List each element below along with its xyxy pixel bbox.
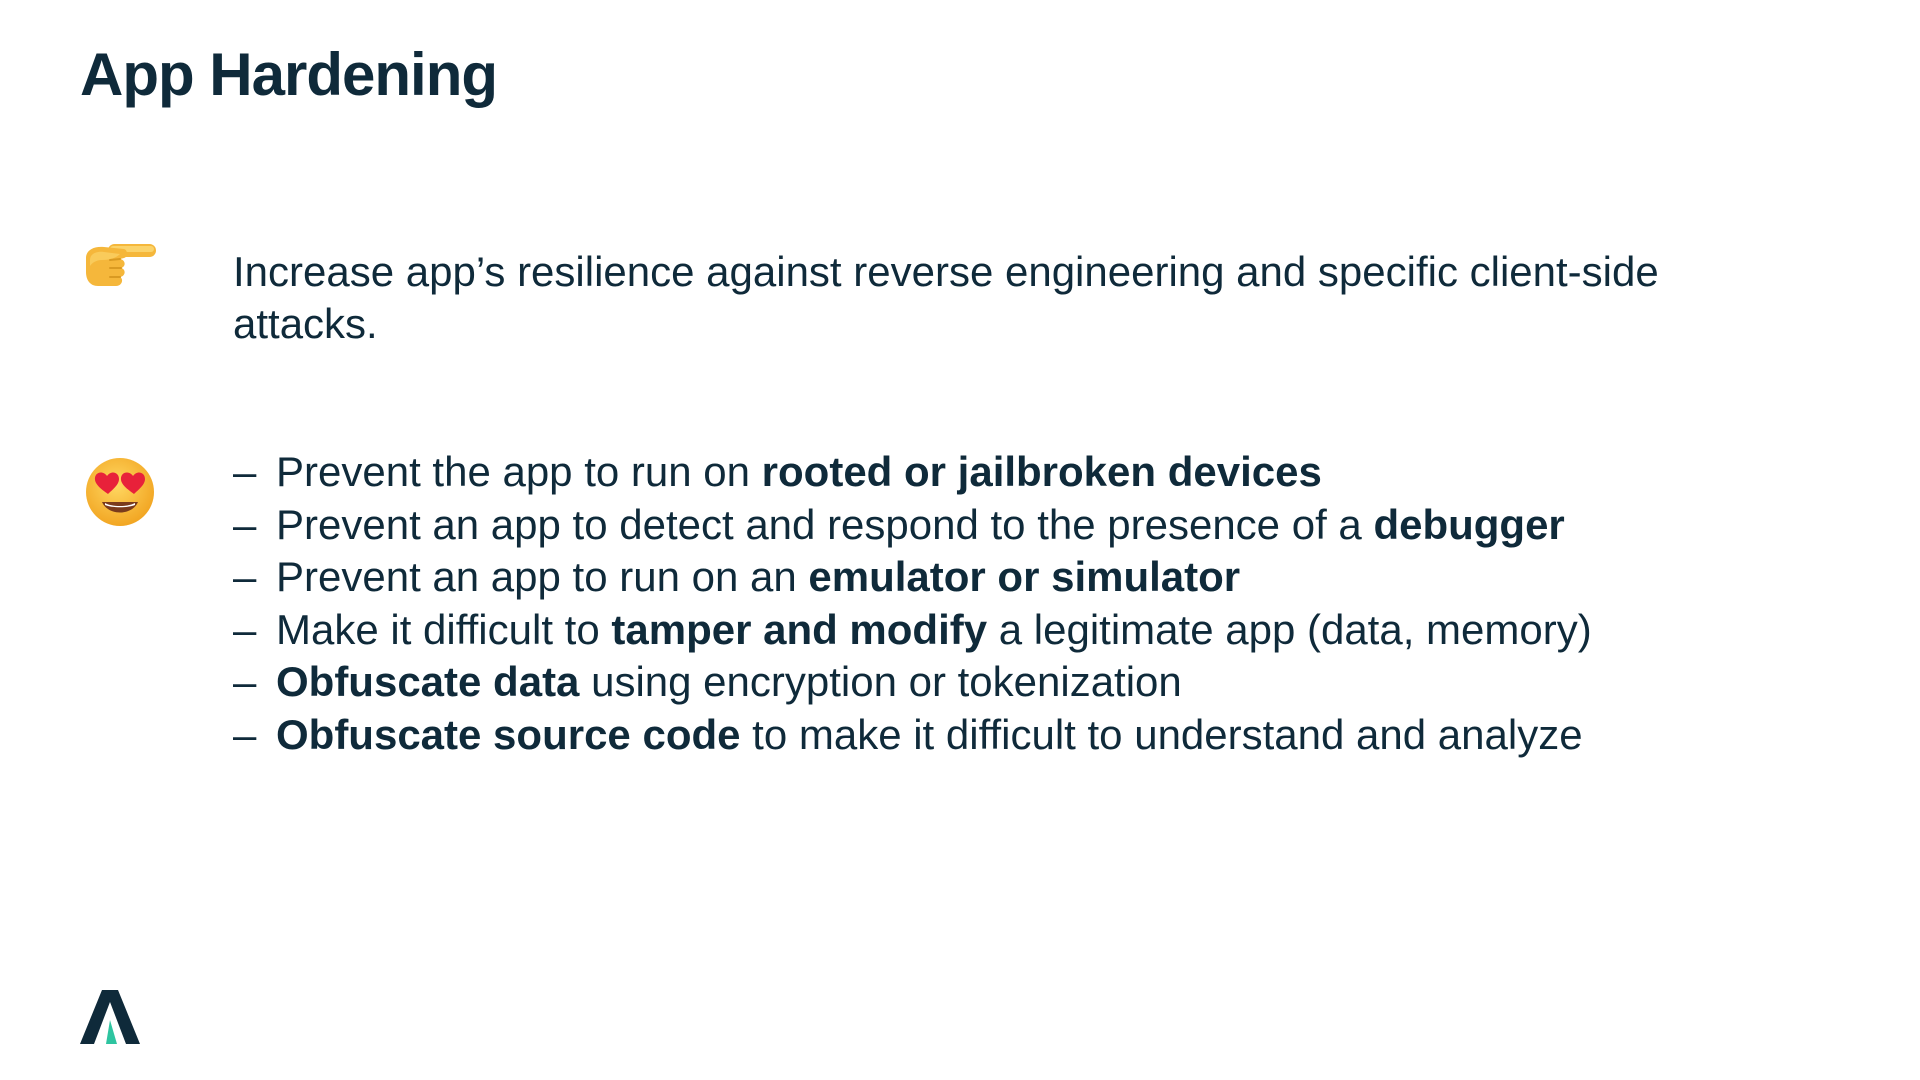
smiling-face-with-heart-eyes-icon bbox=[80, 450, 160, 530]
list-item bbox=[233, 446, 1833, 499]
bullet-text-bold: Obfuscate data bbox=[276, 658, 580, 705]
list-item bbox=[233, 551, 1833, 604]
bullet-dash: – bbox=[233, 710, 257, 758]
slide-title: App Hardening bbox=[80, 41, 497, 108]
bullet-text-regular: Make it difficult to bbox=[276, 605, 612, 653]
bullet-list bbox=[233, 446, 1833, 761]
bullet-text-bold: Obfuscate source code bbox=[276, 710, 741, 758]
bullet-dash: – bbox=[233, 500, 257, 548]
bullet-text-regular: to make it difficult to understand and analyze bbox=[740, 710, 1583, 758]
bullet-text-regular: a legitimate app (data, memory) bbox=[987, 605, 1592, 653]
list-item bbox=[233, 709, 1833, 762]
bullet-dash: – bbox=[233, 553, 257, 600]
bullet-dash: – bbox=[233, 448, 257, 495]
bullet-text bbox=[276, 551, 1240, 604]
intro-text: Increase app’s resilience against reverse engineering and specific client-side attacks. bbox=[233, 248, 1659, 347]
bullet-dash: – bbox=[233, 658, 257, 705]
bullet-text-regular: Prevent the app to run on bbox=[276, 448, 762, 495]
bullet-text-bold: emulator or simulator bbox=[808, 553, 1241, 600]
bullet-text bbox=[276, 446, 1322, 499]
bullet-text-regular: Prevent an app to run on an bbox=[276, 553, 809, 600]
bullet-text bbox=[276, 709, 1583, 762]
bullet-text-bold: debugger bbox=[1373, 500, 1565, 548]
bullet-dash: – bbox=[233, 605, 257, 653]
bullet-text-bold: rooted or jailbroken devices bbox=[761, 448, 1322, 495]
list-item bbox=[233, 604, 1833, 657]
company-logo-a-icon bbox=[80, 990, 140, 1044]
backhand-index-pointing-right-icon bbox=[80, 230, 160, 310]
bullet-text-regular: Prevent an app to detect and respond to the presence of a bbox=[276, 500, 1374, 548]
list-item bbox=[233, 499, 1833, 552]
bullet-text bbox=[276, 499, 1565, 552]
bullet-text-regular: using encryption or tokenization bbox=[579, 658, 1182, 705]
bullet-text bbox=[276, 604, 1592, 657]
list-item bbox=[233, 656, 1833, 709]
bullet-text-bold: tamper and modify bbox=[611, 605, 988, 653]
bullet-text bbox=[276, 656, 1182, 709]
